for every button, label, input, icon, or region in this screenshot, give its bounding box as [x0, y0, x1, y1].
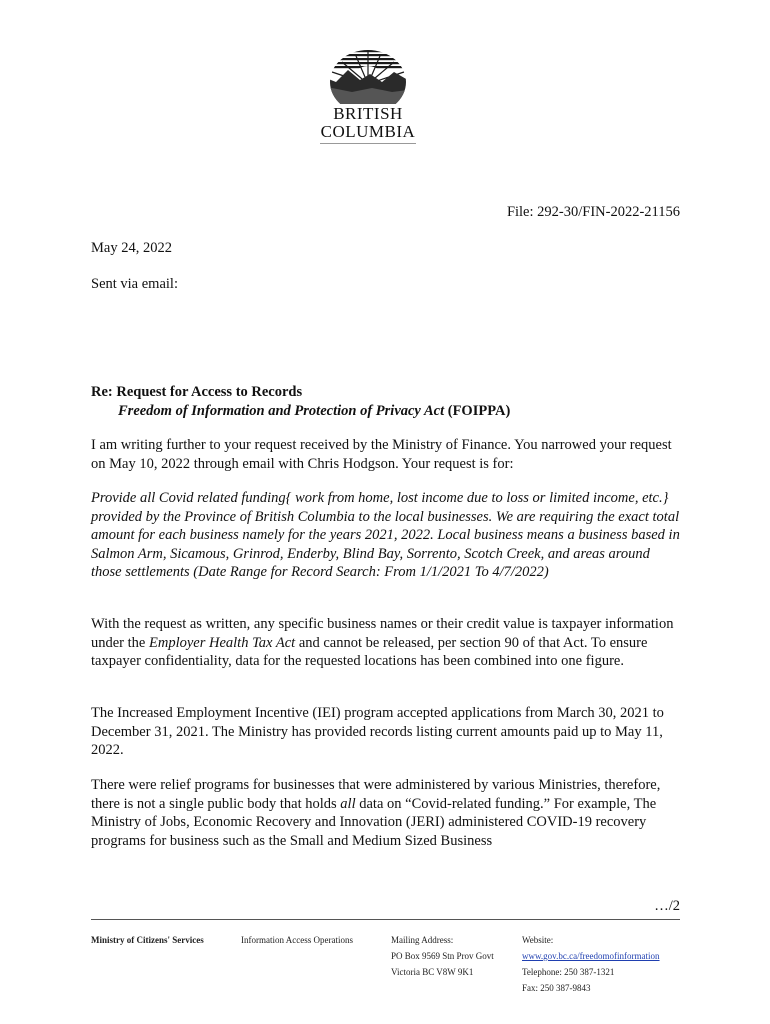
letterhead-line1: BRITISH [333, 104, 403, 123]
p5-italic-word: all [340, 795, 356, 812]
act-abbreviation: (FOIPPA) [444, 403, 511, 419]
body-paragraph-5 [91, 776, 681, 850]
telephone: Telephone: 250 387-1321 [522, 967, 615, 977]
p5-part-b: data on “Covid-related funding.” For example, The Ministry of Jobs, Economic Recovery and Innovation (JERI) administered COVID-19 recovery programs for business such as the Small and Medium Sized Business [91, 795, 657, 849]
request-quote-paragraph: Provide all Covid related funding{ work from home, lost income due to loss or limited income, etc.} provided by the Province of British Columbia to the local businesses. We are requiring the exact total amount for each business namely for the years 2021, 2022. Local business means a business based in Salmon Arm, Sicamous, Grinrod, Enderby, Blind Bay, Sorrento, Scotch Creek, and areas around those settlements (Date Range for Record Search: From 1/1/2021 To 4/7/2022) [91, 490, 680, 580]
footer-web-contact [522, 932, 660, 996]
p3-part-a: With the request as written, any specific business names or their credit value is taxpayer information under the [91, 616, 674, 651]
sun-mountains-emblem-icon [312, 44, 424, 104]
letterhead-line2: COLUMBIA [320, 122, 416, 141]
bc-government-logo [312, 44, 424, 148]
subject-line: Re: Request for Access to Records [91, 384, 303, 400]
footer-mailing-address [391, 932, 494, 980]
footer-ministry: Ministry of Citizens' Services [91, 935, 204, 945]
p5-part-a: There were relief programs for businesses that were administered by various Ministries, therefore, there is not a single public body that holds [91, 777, 661, 812]
mail-line1: PO Box 9569 Stn Prov Govt [391, 951, 494, 961]
p3-act-name: Employer Health Tax Act [148, 634, 296, 651]
sent-via-line: Sent via email: [91, 276, 178, 292]
act-name: Freedom of Information and Protection of Privacy Act [118, 403, 445, 419]
mail-line2: Victoria BC V8W 9K1 [391, 967, 474, 977]
mail-label: Mailing Address: [391, 935, 454, 945]
website-link[interactable]: www.gov.bc.ca/freedomofinformation [522, 951, 660, 961]
p3-part-b: and cannot be released, per section 90 of that Act. To ensure taxpayer confidentiality, data for the requested locations has been combined into one figure. [91, 634, 648, 669]
fax: Fax: 250 387-9843 [522, 983, 591, 993]
footer-divider [91, 919, 680, 920]
page-continuation: …/2 [654, 898, 680, 914]
footer-office: Information Access Operations [241, 935, 353, 945]
subject-block [91, 383, 510, 421]
web-label: Website: [522, 935, 554, 945]
file-reference: File: 292-30/FIN-2022-21156 [506, 204, 680, 220]
letterhead-rule [320, 143, 416, 144]
letter-date: May 24, 2022 [91, 240, 172, 256]
body-paragraph-3 [91, 615, 681, 671]
body-paragraph-1: I am writing further to your request received by the Ministry of Finance. You narrowed your request on May 10, 2022 through email with Chris Hodgson. Your request is for: [91, 437, 672, 472]
subject-act-line [91, 402, 510, 421]
body-paragraph-4: The Increased Employment Incentive (IEI) program accepted applications from March 30, 2021 to December 31, 2021. The Ministry has provided records listing current amounts paid up to May 11, 2022. [91, 705, 664, 758]
